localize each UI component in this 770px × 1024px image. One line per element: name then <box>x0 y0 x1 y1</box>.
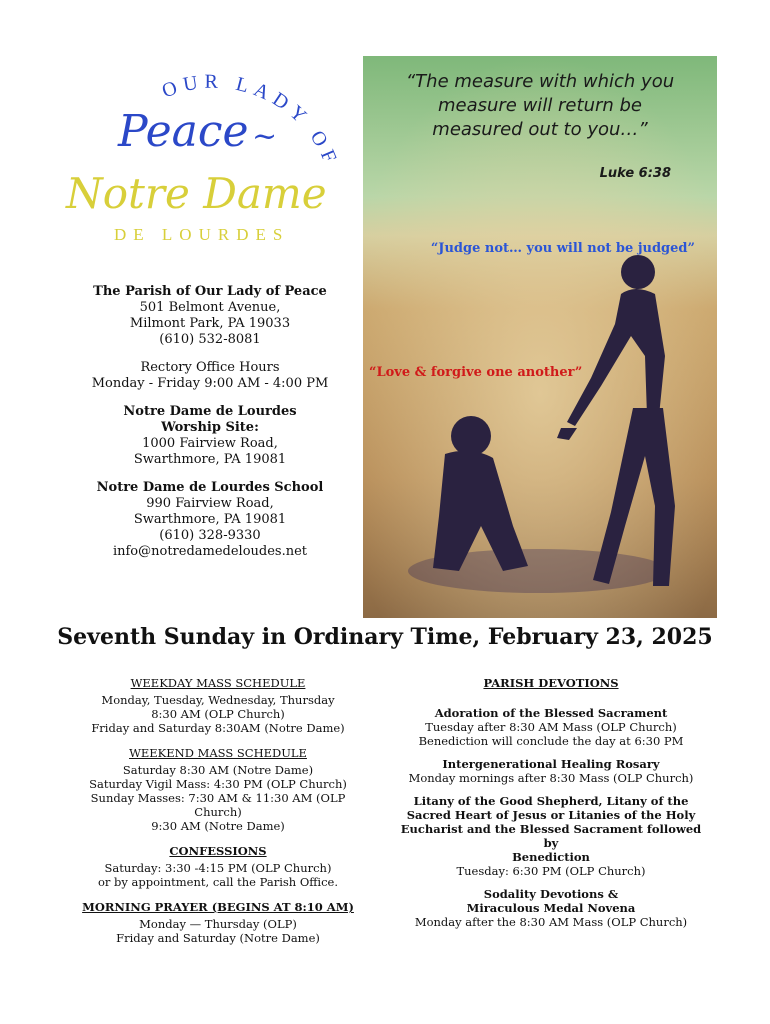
logo-peace: Peace <box>118 106 249 157</box>
morning-prayer-line: Monday — Thursday (OLP) <box>139 917 297 931</box>
devotions-heading: PARISH DEVOTIONS <box>483 676 619 690</box>
weekend-line: Saturday Vigil Mass: 4:30 PM (OLP Church) <box>89 777 347 791</box>
quote-line-3: measured out to you…” <box>432 119 648 140</box>
devotion-title: Litany of the Good Shepherd, Litany of the <box>413 794 689 808</box>
weekend-mass-heading: WEEKEND MASS SCHEDULE <box>129 746 307 760</box>
devotion-line: Benediction will conclude the day at 6:30 PM <box>418 734 684 748</box>
devotions-column <box>392 676 710 938</box>
weekend-line: 9:30 AM (Notre Dame) <box>151 819 285 833</box>
devotion-title: Adoration of the Blessed Sacrament <box>434 706 668 720</box>
school-email: info@notredamedeloudes.net <box>112 544 308 559</box>
weekday-line: Monday, Tuesday, Wednesday, Thursday <box>101 693 335 707</box>
confessions-line: or by appointment, call the Parish Office. <box>97 875 339 889</box>
weekday-line: Friday and Saturday 8:30AM (Notre Dame) <box>91 721 345 735</box>
weekday-line: 8:30 AM (OLP Church) <box>151 707 285 721</box>
devotion-title: Benediction <box>512 850 590 864</box>
weekday-mass-section <box>66 676 370 735</box>
logo-graphic <box>60 50 360 260</box>
logo-notre-dame: Notre Dame <box>66 169 327 218</box>
page-title: Seventh Sunday in Ordinary Time, February 23, 2025 <box>57 624 713 650</box>
parish-address-1: 501 Belmont Avenue, <box>139 300 281 315</box>
love-forgive-caption: “Love & forgive one another” <box>369 365 583 380</box>
confessions-section <box>66 844 370 889</box>
devotion-item <box>392 706 710 748</box>
morning-prayer-line: Friday and Saturday (Notre Dame) <box>116 931 320 945</box>
quote-line-1: “The measure with which you <box>405 71 675 92</box>
office-hours-title: Rectory Office Hours <box>140 360 280 375</box>
devotion-title: Miraculous Medal Novena <box>466 901 636 915</box>
weekend-line: Saturday 8:30 AM (Notre Dame) <box>122 763 314 777</box>
devotion-line: Monday mornings after 8:30 Mass (OLP Church) <box>408 771 694 785</box>
mass-schedule-column <box>66 676 370 956</box>
devotion-line: Tuesday after 8:30 AM Mass (OLP Church) <box>425 720 677 734</box>
worship-site-line-1: Notre Dame de Lourdes <box>123 404 297 419</box>
parish-name: The Parish of Our Lady of Peace <box>93 284 327 299</box>
morning-prayer-section <box>66 900 370 945</box>
devotion-item <box>392 887 710 929</box>
weekend-line: Sunday Masses: 7:30 AM & 11:30 AM (OLP Church) <box>90 791 346 819</box>
parish-address-2: Milmont Park, PA 19033 <box>129 316 291 331</box>
weekday-mass-heading: WEEKDAY MASS SCHEDULE <box>130 676 306 690</box>
devotion-line: Monday after the 8:30 AM Mass (OLP Church) <box>414 915 688 929</box>
quote-reference: Luke 6:38 <box>599 166 671 181</box>
parish-logo <box>60 50 360 260</box>
school-address-1: 990 Fairview Road, <box>146 496 274 511</box>
worship-site-address-1: 1000 Fairview Road, <box>142 436 278 451</box>
devotion-title: Intergenerational Healing Rosary <box>442 757 660 771</box>
worship-site-line-2: Worship Site: <box>161 420 259 435</box>
parish-phone: (610) 532-8081 <box>159 332 261 347</box>
devotion-title: Eucharist and the Blessed Sacrament followed by <box>400 822 702 850</box>
school-name: Notre Dame de Lourdes School <box>96 480 324 495</box>
logo-de-lourdes: DE LOURDES <box>114 225 290 244</box>
quote-line-2: measure will return be <box>437 95 643 116</box>
devotion-title: Sacred Heart of Jesus or Litanies of the Holy <box>406 808 696 822</box>
devotion-line: Tuesday: 6:30 PM (OLP Church) <box>456 864 646 878</box>
devotion-item <box>392 757 710 785</box>
confessions-line: Saturday: 3:30 -4:15 PM (OLP Church) <box>104 861 332 875</box>
school-address-2: Swarthmore, PA 19081 <box>133 512 287 527</box>
worship-site-address-2: Swarthmore, PA 19081 <box>133 452 287 467</box>
gospel-illustration <box>363 56 717 618</box>
office-hours: Monday - Friday 9:00 AM - 4:00 PM <box>91 376 329 391</box>
school-phone: (610) 328-9330 <box>159 528 261 543</box>
judge-not-caption: “Judge not… you will not be judged” <box>430 241 695 256</box>
devotion-item <box>392 794 710 878</box>
devotion-title: Sodality Devotions & <box>483 887 619 901</box>
logo-arc-text: OUR LADY OF <box>159 70 343 171</box>
weekend-mass-section <box>66 746 370 833</box>
morning-prayer-heading: MORNING PRAYER (BEGINS AT 8:10 AM) <box>82 900 354 914</box>
confessions-heading: CONFESSIONS <box>169 844 267 858</box>
scripture-quote <box>363 70 717 142</box>
parish-info <box>60 284 360 560</box>
logo-tilde: ~ <box>252 119 278 154</box>
